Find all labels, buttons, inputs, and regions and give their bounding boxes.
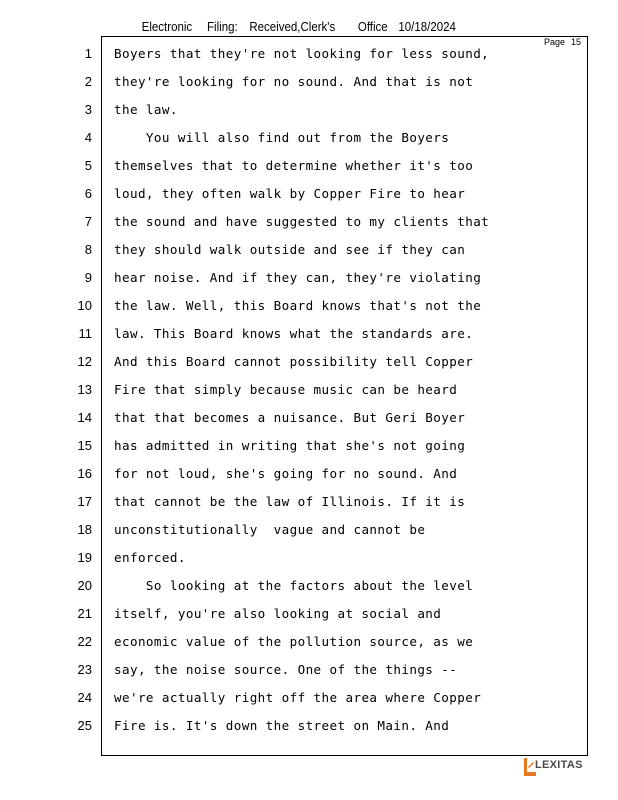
- stamp-word: Filing:: [207, 20, 238, 34]
- transcript-line: for not loud, she's going for no sound. And: [114, 466, 458, 481]
- stamp-word: Electronic: [141, 20, 193, 34]
- transcript-line: that that becomes a nuisance. But Geri Boyer: [114, 410, 466, 425]
- line-number: 14: [77, 410, 92, 425]
- transcript-line: the law.: [114, 102, 178, 117]
- transcript-line: say, the noise source. One of the things --: [114, 662, 458, 677]
- line-number: 3: [84, 102, 92, 117]
- transcript-line: law. This Board knows what the standards are.: [114, 326, 474, 341]
- transcript-line: enforced.: [114, 550, 186, 565]
- transcript-line: Boyers that they're not looking for less sound,: [114, 46, 490, 61]
- transcript-line: that cannot be the law of Illinois. If it is: [114, 494, 466, 509]
- line-number: 1: [84, 46, 92, 61]
- line-number: 22: [77, 634, 92, 649]
- transcript-line: the sound and have suggested to my clients that: [114, 214, 490, 229]
- line-number: 5: [84, 158, 92, 173]
- stamp-word: Received,Clerk's: [249, 20, 336, 34]
- line-number: 15: [77, 438, 92, 453]
- line-number: 23: [77, 662, 92, 677]
- transcript-line: they should walk outside and see if they can: [114, 242, 466, 257]
- transcript-line: Fire that simply because music can be heard: [114, 382, 458, 397]
- line-number: 20: [77, 578, 92, 593]
- stamp-word: Office: [357, 20, 388, 34]
- transcript-line: we're actually right off the area where Copper: [114, 690, 482, 705]
- stamp-word: 10/18/2024: [398, 20, 456, 34]
- transcript-line: themselves that to determine whether it's too: [114, 158, 474, 173]
- line-number: 25: [77, 718, 92, 733]
- transcript-line: economic value of the pollution source, as we: [114, 634, 474, 649]
- line-number: 9: [84, 270, 92, 285]
- line-number: 7: [84, 214, 92, 229]
- page-number-value: 15: [571, 37, 582, 47]
- transcript-line: has admitted in writing that she's not going: [114, 438, 466, 453]
- line-number: 17: [77, 494, 92, 509]
- line-number: 10: [77, 298, 92, 313]
- line-number: 11: [78, 326, 92, 341]
- transcript-line: they're looking for no sound. And that is not: [114, 74, 474, 89]
- page-label: Page: [544, 37, 566, 47]
- lexitas-logo-text: LEXITAS: [535, 759, 583, 771]
- transcript-line: So looking at the factors about the level: [114, 578, 474, 593]
- transcript-line: the law. Well, this Board knows that's not the: [114, 298, 482, 313]
- line-number: 2: [84, 74, 92, 89]
- page-number: [544, 37, 581, 47]
- transcript-line: itself, you're also looking at social and: [114, 606, 442, 621]
- line-number: 21: [77, 606, 92, 621]
- transcript-line: unconstitutionally vague and cannot be: [114, 522, 426, 537]
- line-number: 6: [84, 186, 92, 201]
- lexitas-logo: [524, 757, 594, 777]
- transcript-line: hear noise. And if they can, they're violating: [114, 270, 482, 285]
- line-number: 16: [77, 466, 92, 481]
- line-number: 19: [77, 550, 92, 565]
- line-number: 13: [77, 382, 92, 397]
- transcript-line: You will also find out from the Boyers: [114, 130, 450, 145]
- filing-stamp: [0, 20, 569, 36]
- transcript-line: loud, they often walk by Copper Fire to hear: [114, 186, 466, 201]
- line-number: 12: [77, 354, 92, 369]
- line-number: 18: [77, 522, 92, 537]
- transcript-line: And this Board cannot possibility tell Copper: [114, 354, 474, 369]
- transcript-line: Fire is. It's down the street on Main. And: [114, 718, 450, 733]
- line-number: 8: [84, 242, 92, 257]
- line-number: 4: [84, 130, 92, 145]
- line-number: 24: [77, 690, 92, 705]
